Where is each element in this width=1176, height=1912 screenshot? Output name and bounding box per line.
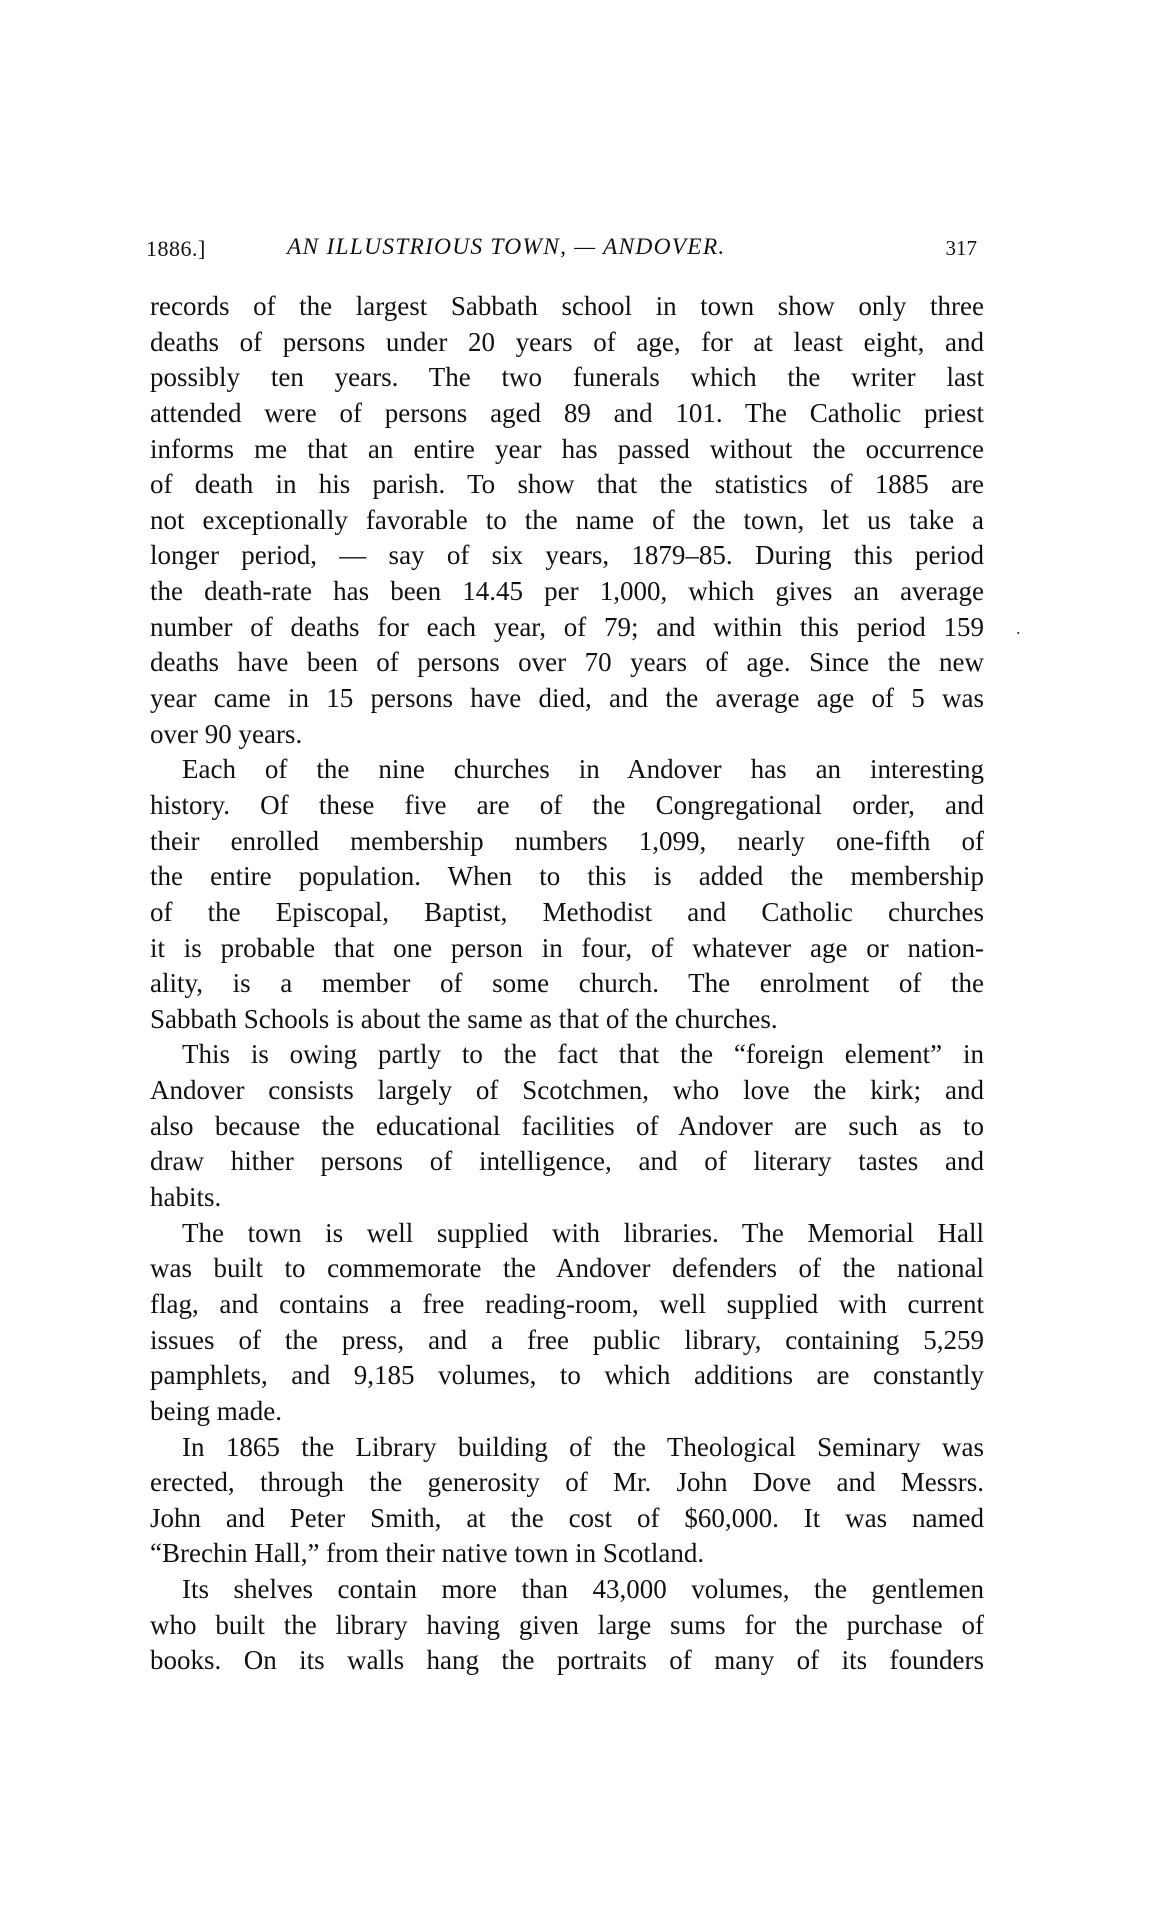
text-line: books. On its walls hang the portraits of many of its founders [150,1645,984,1676]
paragraph [150,289,984,752]
text-line: The town is well supplied with libraries. The Memorial Hall [182,1217,984,1248]
text-line: of death in his parish. To show that the statistics of 1885 are [150,469,984,500]
text-line: deaths of persons under 20 years of age, for at least eight, and [150,326,984,357]
page-number: 317 [945,236,977,260]
text-line: attended were of persons aged 89 and 101. The Catholic priest [150,397,984,428]
paragraph [150,1216,984,1430]
body-text [150,289,984,1679]
paragraph [150,1037,984,1215]
text-line: history. Of these five are of the Congregational order, and [150,789,984,820]
stray-print-mark: . [1016,618,1021,638]
text-line: their enrolled membership numbers 1,099, nearly one-fifth of [150,825,984,856]
text-line: ality, is a member of some church. The enrolment of the [150,968,984,999]
text-line: Each of the nine churches in Andover has an interesting [182,754,984,785]
text-line: also because the educational facilities of Andover are such as to [150,1110,984,1141]
text-line: informs me that an entire year has passed without the occurrence [150,433,984,464]
text-line: Sabbath Schools is about the same as that of the churches. [150,1003,778,1034]
text-line: the death-rate has been 14.45 per 1,000, which gives an average [150,576,984,607]
text-line: In 1865 the Library building of the Theological Seminary was [182,1431,984,1462]
paragraph [150,1430,984,1573]
text-line: records of the largest Sabbath school in town show only three [150,291,984,321]
text-line: Andover consists largely of Scotchmen, who love the kirk; and [150,1075,984,1106]
paragraph [150,752,984,1037]
text-line: draw hither persons of intelligence, and of literary tastes and [150,1146,984,1177]
text-line: not exceptionally favorable to the name of the town, let us take a [150,504,984,535]
text-line: being made. [150,1395,282,1426]
text-line: erected, through the generosity of Mr. John Dove and Messrs. [150,1467,984,1498]
text-line: issues of the press, and a free public library, containing 5,259 [150,1324,984,1355]
text-line: John and Peter Smith, at the cost of $60,000. It was named [150,1502,984,1533]
text-line: “Brechin Hall,” from their native town in Scotland. [150,1538,705,1569]
text-line: flag, and contains a free reading-room, well supplied with current [150,1288,984,1319]
text-line: of the Episcopal, Baptist, Methodist and Catholic churches [150,896,984,927]
text-line: over 90 years. [150,718,303,749]
paragraph [150,1572,984,1679]
text-line: pamphlets, and 9,185 volumes, to which additions are constantly [150,1360,984,1391]
text-line: Its shelves contain more than 43,000 volumes, the gentlemen [182,1574,984,1605]
text-line: year came in 15 persons have died, and the average age of 5 was [150,683,984,714]
text-line: habits. [150,1182,222,1213]
running-head-date: 1886.] [146,236,206,261]
text-line: it is probable that one person in four, of whatever age or nation- [150,932,984,963]
text-line: the entire population. When to this is added the membership [150,861,984,892]
text-line: This is owing partly to the fact that the “foreign element” in [182,1039,984,1070]
text-line: who built the library having given large sums for the purchase of [150,1609,984,1640]
text-line: possibly ten years. The two funerals which the writer last [150,362,984,393]
text-line: was built to commemorate the Andover defenders of the national [150,1253,984,1284]
running-head [146,232,979,264]
text-line: longer period, — say of six years, 1879–85. During this period [150,540,984,571]
running-head-title: AN ILLUSTRIOUS TOWN, — ANDOVER. [287,234,726,260]
text-line: number of deaths for each year, of 79; and within this period 159 [150,611,984,642]
text-line: deaths have been of persons over 70 years of age. Since the new [150,647,984,678]
